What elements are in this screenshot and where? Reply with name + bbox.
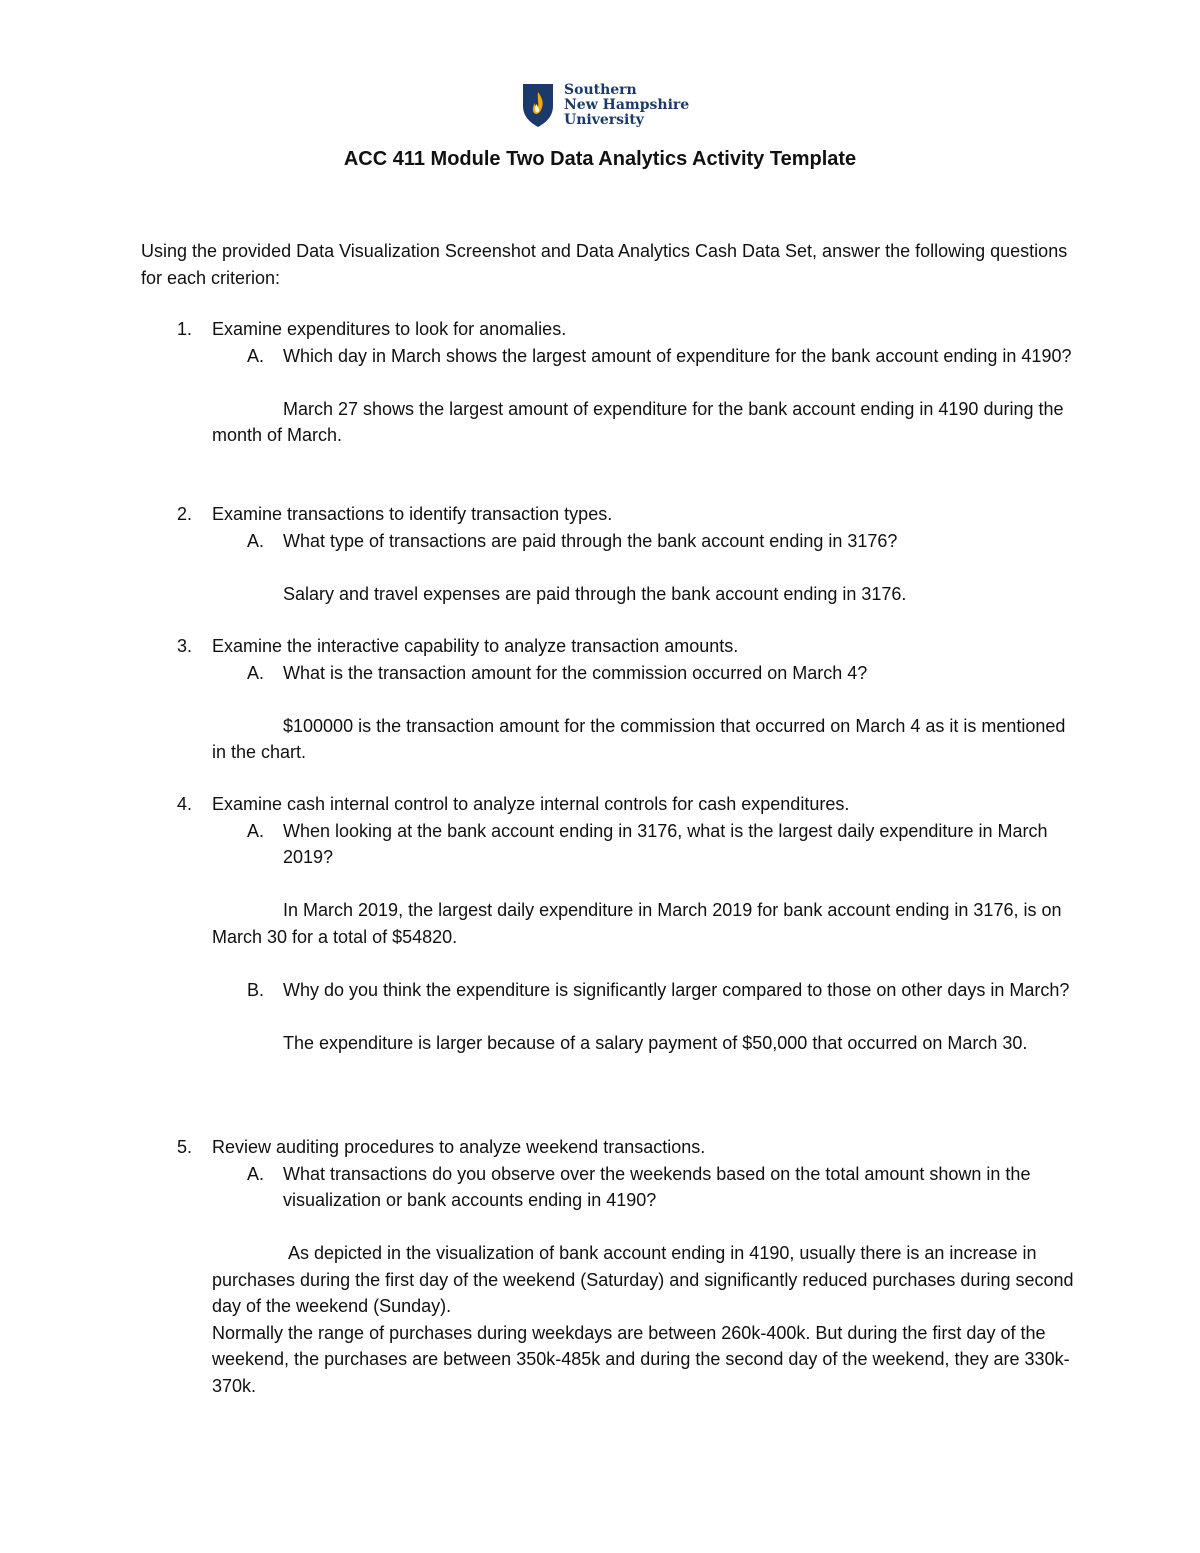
sub-question-letter: A. [247, 820, 265, 841]
question-number: 4. [177, 794, 193, 814]
question-text: Examine cash internal control to analyze internal controls for cash expenditures. [212, 794, 850, 814]
answer-paragraph [141, 713, 1081, 766]
answer-text: March 27 shows the largest amount of expenditure for the bank account ending in 4190 during the month of March. [212, 398, 1064, 445]
answer-text: $100000 is the transaction amount for the commission that occurred on March 4 as it is mentioned in the chart. [212, 715, 1066, 762]
answer-paragraph [141, 396, 1081, 449]
sub-question-3a [141, 660, 1081, 687]
intro-paragraph: Using the provided Data Visualization Screenshot and Data Analytics Cash Data Set, answer the following questions for each criterion: [141, 241, 1068, 288]
question-text: Examine expenditures to look for anomalies. [212, 319, 567, 339]
answer-paragraph [141, 581, 1081, 608]
sub-question-text: What transactions do you observe over the weekends based on the total amount shown in the visualization or bank accounts ending in 4190? [283, 1163, 1031, 1210]
sub-question-1a [141, 343, 1081, 370]
sub-question-letter: B. [247, 979, 265, 1000]
question-number: 1. [177, 319, 193, 339]
sub-question-letter: A. [247, 530, 265, 551]
sub-question-letter: A. [247, 1163, 265, 1184]
question-number: 3. [177, 636, 193, 656]
answer-paragraph [141, 897, 1081, 950]
sub-question-text: When looking at the bank account ending in 3176, what is the largest daily expenditure in March 2019? [283, 820, 1048, 867]
question-1 [141, 316, 1081, 449]
question-4 [141, 791, 1081, 1056]
logo-wordmark [564, 83, 689, 128]
university-logo [521, 82, 689, 128]
sub-question-2a [141, 528, 1081, 555]
sub-question-letter: A. [247, 345, 265, 366]
question-number: 5. [177, 1137, 193, 1157]
sub-question-letter: A. [247, 662, 265, 683]
sub-question-text: What is the transaction amount for the commission occurred on March 4? [283, 662, 868, 683]
question-number: 2. [177, 504, 193, 524]
answer-text: Salary and travel expenses are paid through the bank account ending in 3176. [283, 583, 907, 604]
answer-text: As depicted in the visualization of bank account ending in 4190, usually there is an increase in purchases during the first day of the weekend (Saturday) and significantly reduced purchases during second day of the weekend (Sunday). [212, 1243, 1074, 1316]
logo-line-3: University [564, 111, 644, 128]
answer-text: In March 2019, the largest daily expenditure in March 2019 for bank account ending in 3176, is on March 30 for a total of $54820. [212, 900, 1062, 947]
question-text: Review auditing procedures to analyze weekend transactions. [212, 1137, 706, 1157]
sub-question-text: Why do you think the expenditure is significantly larger compared to those on other days in March? [283, 979, 1070, 1000]
sub-question-text: What type of transactions are paid through the bank account ending in 3176? [283, 530, 898, 551]
question-text: Examine the interactive capability to analyze transaction amounts. [212, 636, 739, 656]
answer-continuation: Normally the range of purchases during weekdays are between 260k-400k. But during the first day of the weekend, the purchases are between 350k-485k and during the second day of the weekend, they are 330k-370k. [212, 1322, 1070, 1396]
sub-question-text: Which day in March shows the largest amount of expenditure for the bank account ending in 4190? [283, 345, 1072, 366]
logo-line-1: Southern [564, 81, 637, 98]
answer-paragraph [141, 1030, 1081, 1057]
question-3 [141, 633, 1081, 766]
sub-question-4b [141, 977, 1081, 1004]
answer-paragraph [141, 1240, 1081, 1320]
document-title: ACC 411 Module Two Data Analytics Activity Template [343, 148, 857, 170]
logo-line-2: New Hampshire [564, 96, 690, 113]
sub-question-4a [141, 818, 1081, 871]
question-2 [141, 501, 1081, 607]
sub-question-5a [141, 1161, 1081, 1214]
question-5 [141, 1134, 1081, 1399]
question-text: Examine transactions to identify transaction types. [212, 504, 613, 524]
flame-shield-icon [521, 82, 555, 128]
answer-text: The expenditure is larger because of a salary payment of $50,000 that occurred on March 30. [283, 1032, 1028, 1053]
